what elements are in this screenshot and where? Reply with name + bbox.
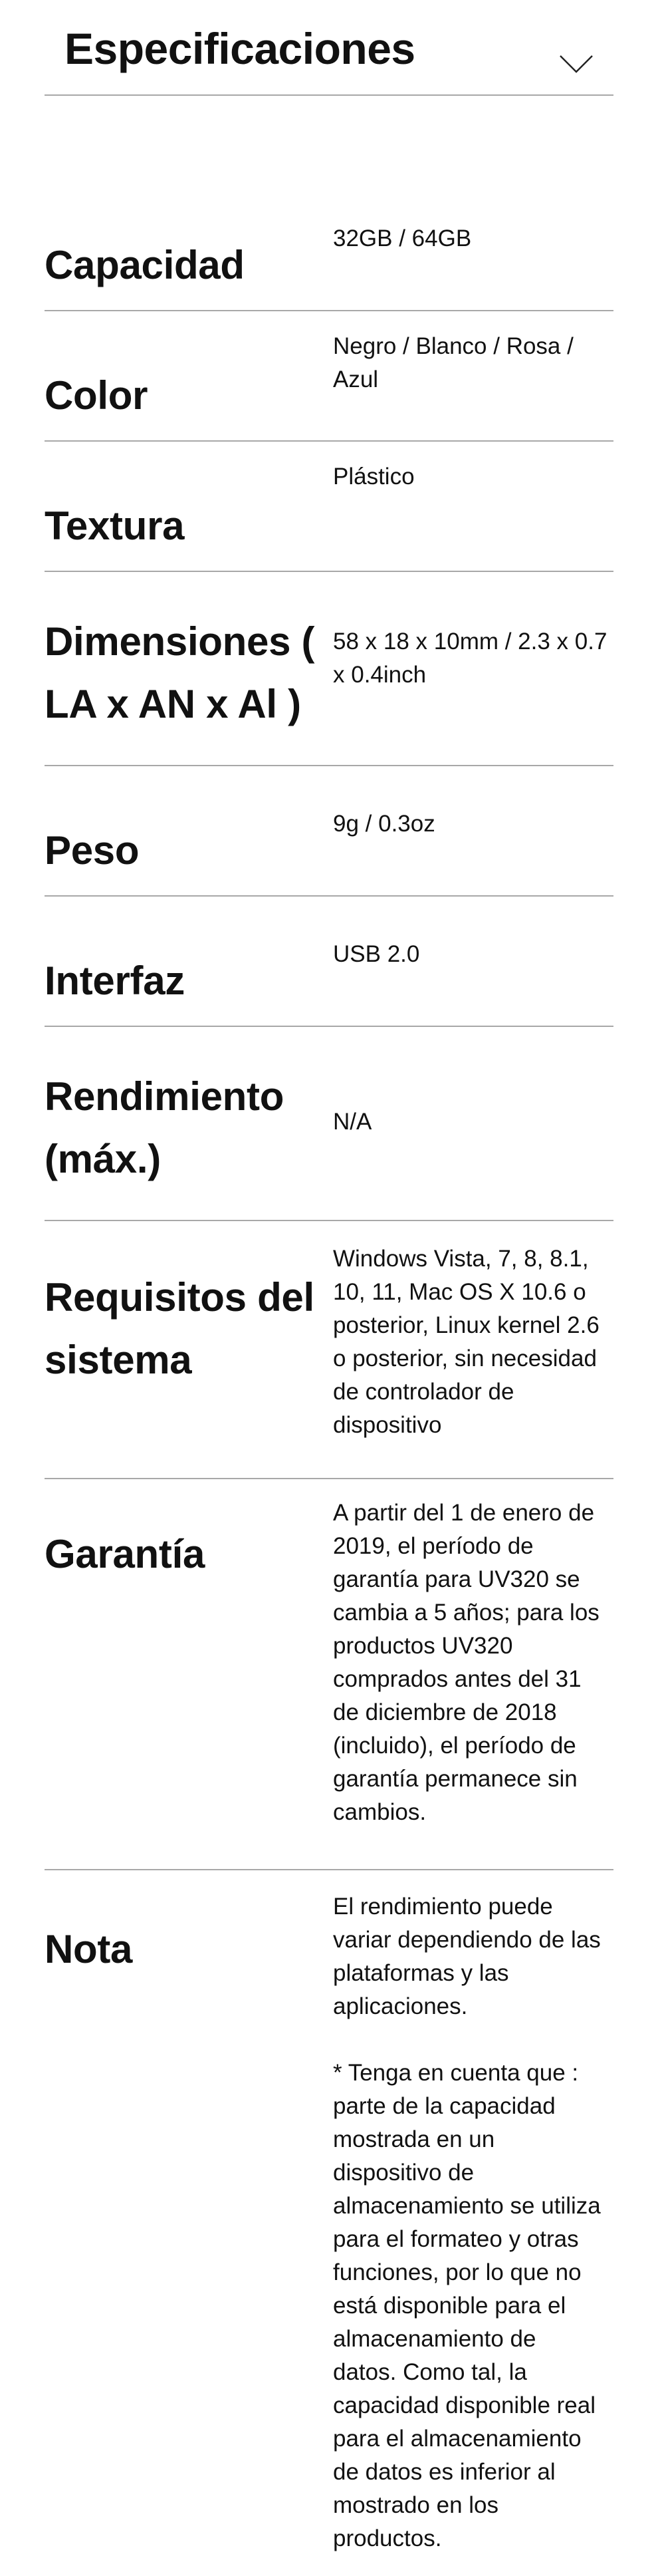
spec-value: 32GB / 64GB: [333, 225, 472, 251]
spec-label: Rendimiento (máx.): [45, 1074, 284, 1181]
spec-value: 9g / 0.3oz: [333, 811, 435, 837]
spec-label: Interfaz: [45, 958, 185, 1003]
header-spacer: [45, 96, 613, 181]
specifications-section: [45, 0, 613, 2555]
chevron-down-icon[interactable]: [559, 55, 594, 73]
spec-row-requisitos: [45, 1221, 613, 1479]
spec-row-dimensiones: [45, 572, 613, 766]
spec-value: USB 2.0: [333, 941, 420, 967]
specifications-header[interactable]: [45, 0, 613, 96]
spec-label: Capacidad: [45, 243, 245, 287]
spec-label: Dimensiones ( LA x AN x Al ): [45, 619, 315, 726]
spec-row-color: [45, 311, 613, 442]
spec-label: Color: [45, 373, 148, 418]
spec-row-peso: [45, 766, 613, 897]
spec-row-garantia: [45, 1479, 613, 1870]
spec-value: Negro / Blanco / Rosa / Azul: [333, 333, 574, 392]
spec-value: El rendimiento puede variar dependiendo de las plataformas y las aplicaciones. * Tenga en cuenta que : parte de la capacidad mostrada en un dispositivo de almacenamiento se utiliza para el formateo y otras funciones, por lo que no está disponible para el almacenamiento de datos. Como tal, la capacidad disponible real para el almacenamiento de datos es inferior al mostrado en los productos.: [333, 1894, 601, 2551]
spec-value: Plástico: [333, 464, 415, 490]
spec-label: Peso: [45, 828, 140, 873]
spec-row-interfaz: [45, 897, 613, 1027]
spec-value: Windows Vista, 7, 8, 8.1, 10, 11, Mac OS X 10.6 o posterior, Linux kernel 2.6 o posterior, sin necesidad de controlador de dispositivo: [333, 1246, 600, 1438]
section-title: Especificaciones: [64, 24, 415, 73]
spec-value: N/A: [333, 1109, 372, 1135]
spec-label: Requisitos del sistema: [45, 1275, 314, 1382]
spec-row-textura: [45, 442, 613, 572]
spec-value: 58 x 18 x 10mm / 2.3 x 0.7 x 0.4inch: [333, 629, 607, 688]
spec-label: Nota: [45, 1927, 133, 1971]
spec-label: Garantía: [45, 1532, 205, 1576]
spec-row-nota: [45, 1870, 613, 2555]
spec-row-capacidad: [45, 181, 613, 311]
spec-label: Textura: [45, 503, 185, 548]
spec-value: A partir del 1 de enero de 2019, el período de garantía para UV320 se cambia a 5 años; para los productos UV320 comprados antes del 31 de diciembre de 2018 (incluido), el período de garantía permanece sin cambios.: [333, 1500, 600, 1825]
spec-row-rendimiento: [45, 1027, 613, 1221]
